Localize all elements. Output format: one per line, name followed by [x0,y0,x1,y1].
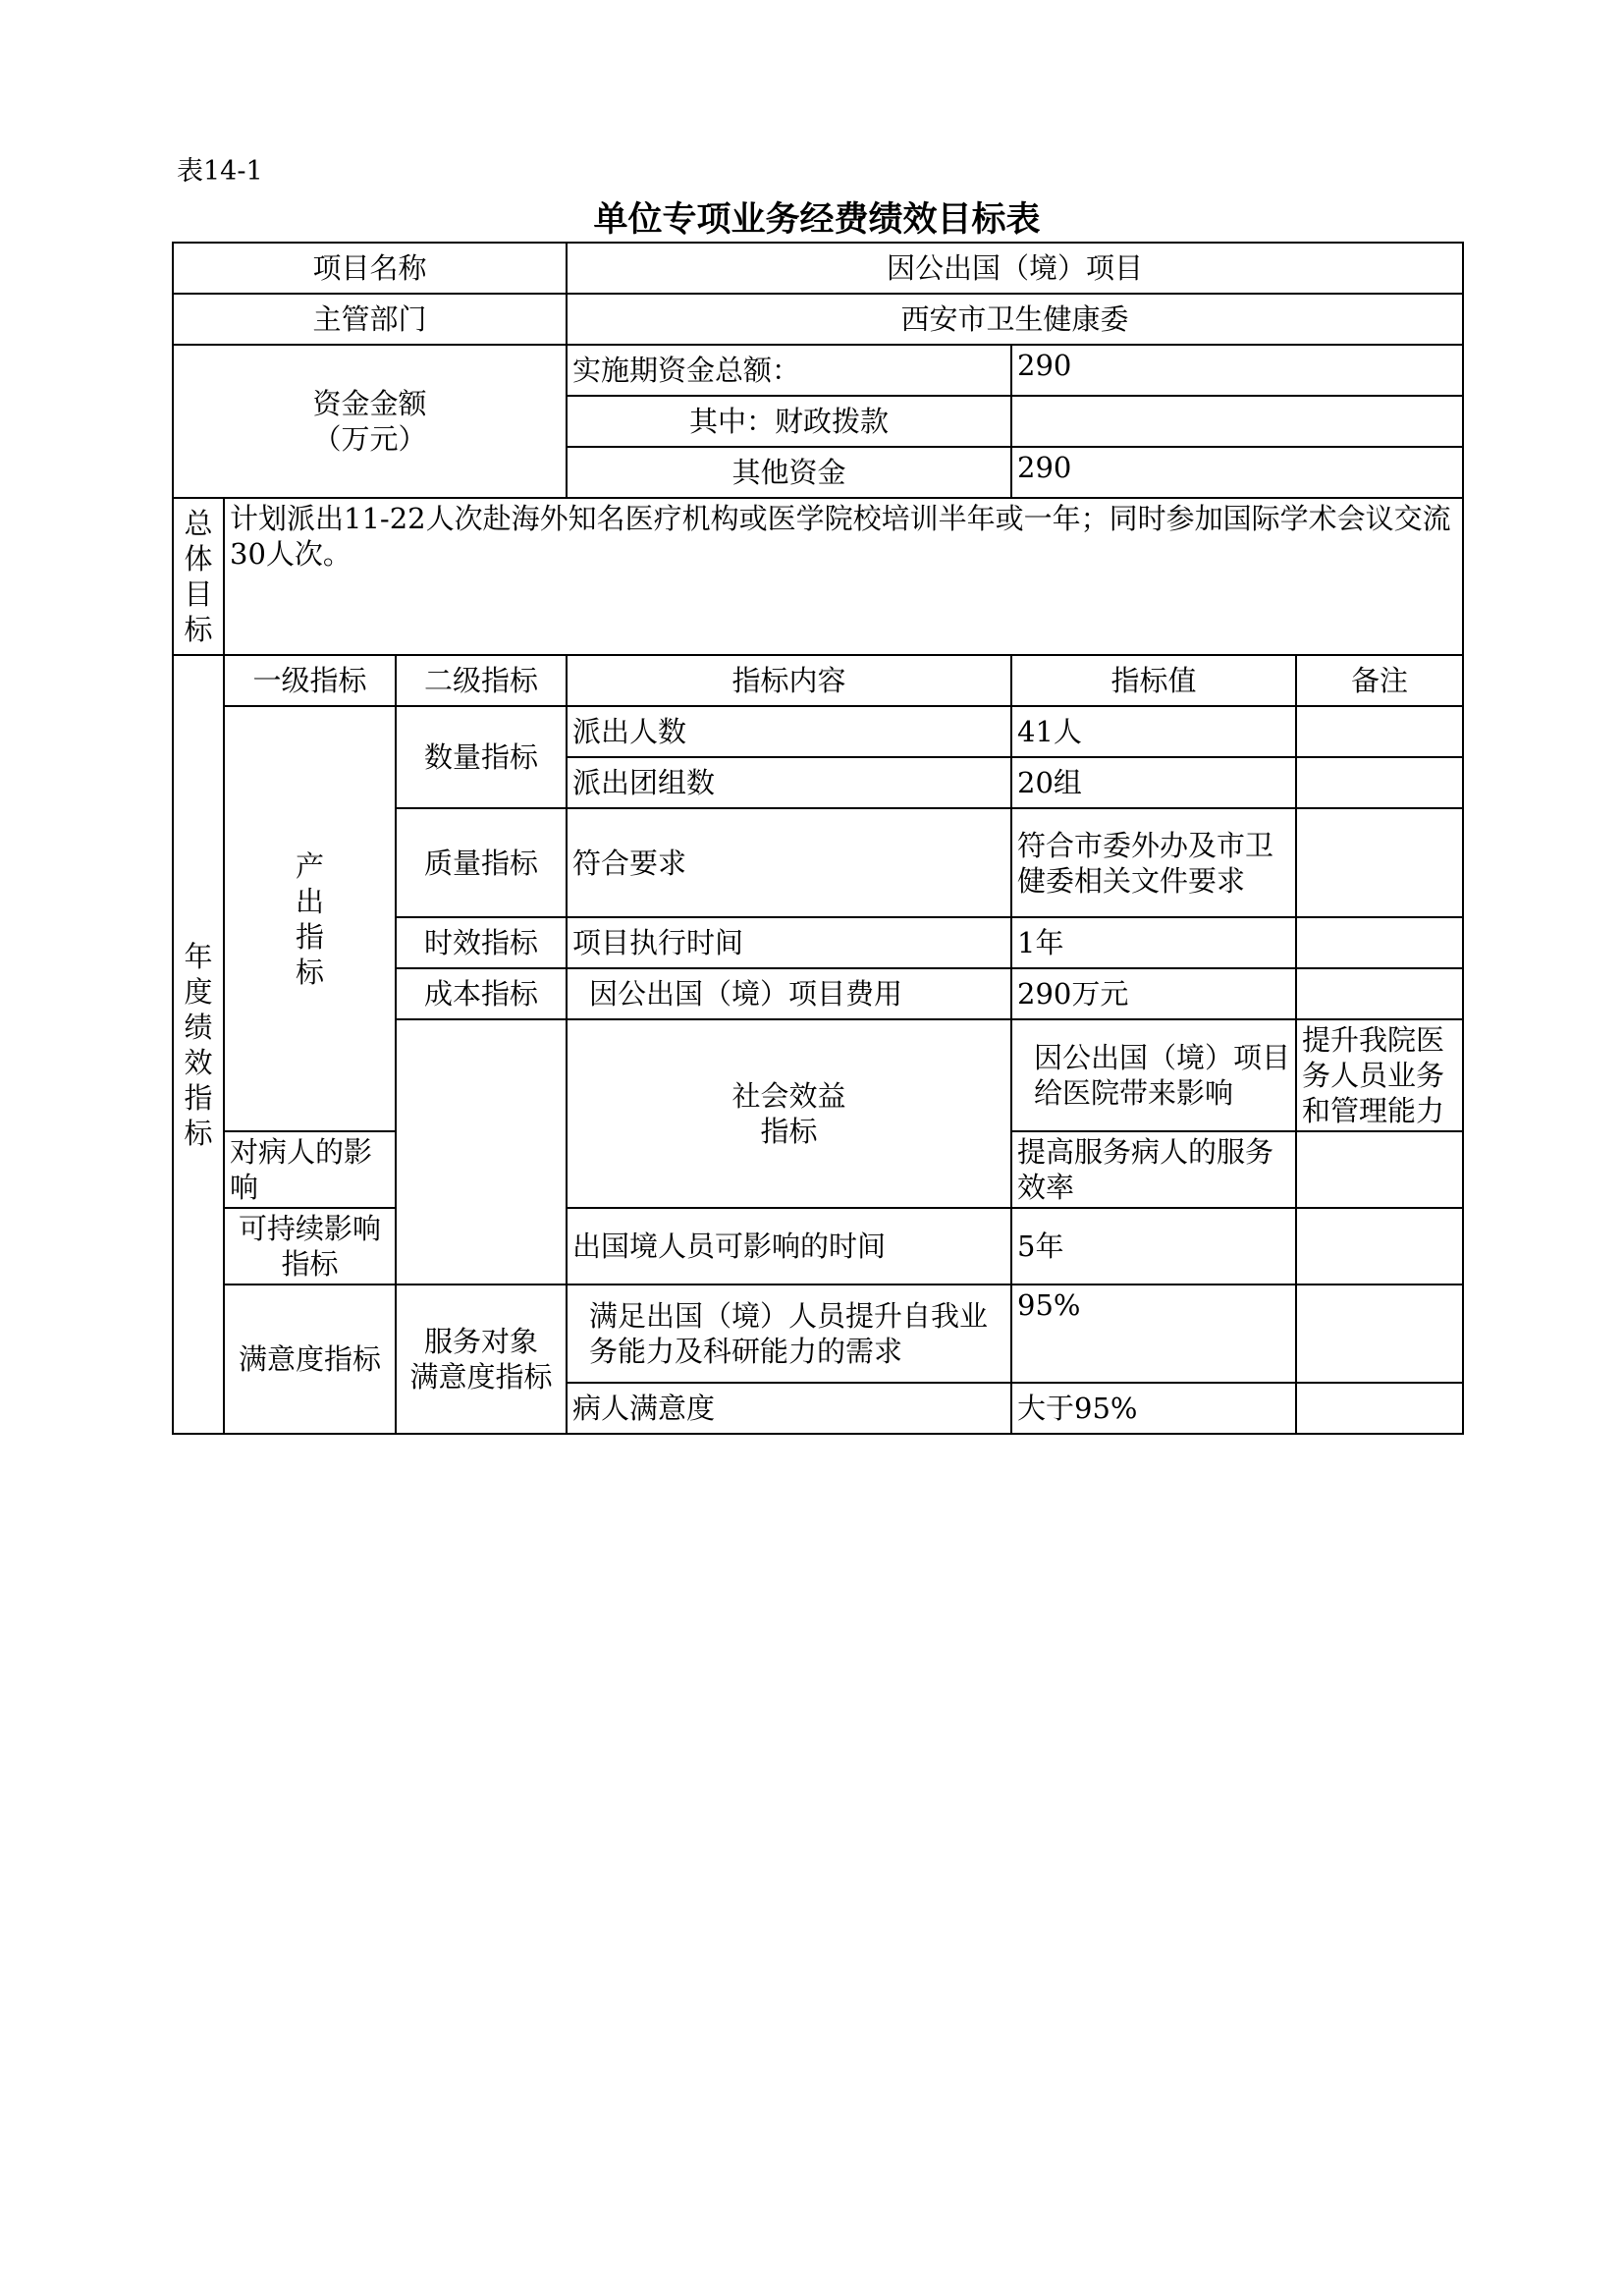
indicator-value: 41人 [1011,706,1296,757]
indicator-value: 290万元 [1011,968,1296,1019]
cost-indicator: 成本指标 [396,968,567,1019]
table-row [173,345,1463,396]
page-title: 单位专项业务经费绩效目标表 [593,200,1041,240]
funds-other-label: 其他资金 [567,447,1011,498]
satisfaction-indicator-label: 满意度指标 [224,1285,396,1434]
indicator-remark [1296,1131,1463,1208]
indicator-value: 符合市委外办及市卫健委相关文件要求 [1011,808,1296,917]
performance-target-table [172,242,1464,1435]
table-row [173,243,1463,294]
quality-indicator: 质量指标 [396,808,567,917]
indicator-content: 符合要求 [567,808,1011,917]
department-value: 西安市卫生健康委 [567,294,1463,345]
indicator-value: 提高服务病人的服务效率 [1011,1131,1296,1208]
indicator-content: 出国境人员可影响的时间 [567,1208,1011,1285]
table-row [173,294,1463,345]
indicator-value: 1年 [1011,917,1296,968]
indicator-content: 项目执行时间 [567,917,1011,968]
funds-fiscal-label: 其中：财政拨款 [567,396,1011,447]
indicator-content: 病人满意度 [567,1383,1011,1434]
table-row [173,1208,1463,1285]
funds-total-label: 实施期资金总额： [567,345,1011,396]
header-remark: 备注 [1296,655,1463,706]
indicator-content: 对病人的影响 [224,1131,396,1208]
annual-indicator-label: 年 度 绩 效 指 标 [173,655,224,1434]
effect-indicator-label [396,1019,567,1285]
indicator-remark [1296,968,1463,1019]
indicator-remark [1296,1208,1463,1285]
header-value: 指标值 [1011,655,1296,706]
funds-label [173,345,567,498]
funds-total-value: 290 [1011,345,1463,396]
indicator-remark [1296,808,1463,917]
table-reference: 表14-1 [177,156,263,187]
table-row [173,498,1463,655]
indicator-value: 提升我院医务人员业务和管理能力 [1296,1019,1463,1131]
table-row [173,655,1463,706]
indicator-remark [1296,757,1463,808]
funds-fiscal-value [1011,396,1463,447]
overall-goal-text: 计划派出11-22人次赴海外知名医疗机构或医学院校培训半年或一年；同时参加国际学术会议交流30人次。 [224,498,1463,655]
indicator-content: 派出人数 [567,706,1011,757]
indicator-value: 5年 [1011,1208,1296,1285]
indicator-content: 满足出国（境）人员提升自我业务能力及科研能力的需求 [567,1285,1011,1383]
header-content: 指标内容 [567,655,1011,706]
funds-label-line2: （万元） [312,422,427,456]
table-row [173,1285,1463,1383]
project-name-label: 项目名称 [173,243,567,294]
funds-other-value: 290 [1011,447,1463,498]
overall-goal-label: 总 体 目 标 [173,498,224,655]
funds-label-line1: 资金金额 [312,387,427,420]
timeliness-indicator: 时效指标 [396,917,567,968]
table-row [173,706,1463,757]
social-benefit-indicator: 社会效益 指标 [567,1019,1011,1208]
sustainability-indicator: 可持续影响 指标 [224,1208,396,1285]
indicator-content: 派出团组数 [567,757,1011,808]
department-label: 主管部门 [173,294,567,345]
indicator-remark [1296,706,1463,757]
indicator-value: 大于95% [1011,1383,1296,1434]
indicator-content: 因公出国（境）项目给医院带来影响 [1011,1019,1296,1131]
header-level2: 二级指标 [396,655,567,706]
service-satisfaction-indicator: 服务对象 满意度指标 [396,1285,567,1434]
project-name-value: 因公出国（境）项目 [567,243,1463,294]
indicator-content: 因公出国（境）项目费用 [567,968,1011,1019]
header-level1: 一级指标 [224,655,396,706]
output-indicator-label: 产 出 指 标 [224,706,396,1131]
indicator-remark [1296,1285,1463,1383]
indicator-value: 20组 [1011,757,1296,808]
indicator-remark [1296,1383,1463,1434]
quantity-indicator: 数量指标 [396,706,567,808]
indicator-value: 95% [1011,1285,1296,1383]
indicator-remark [1296,917,1463,968]
